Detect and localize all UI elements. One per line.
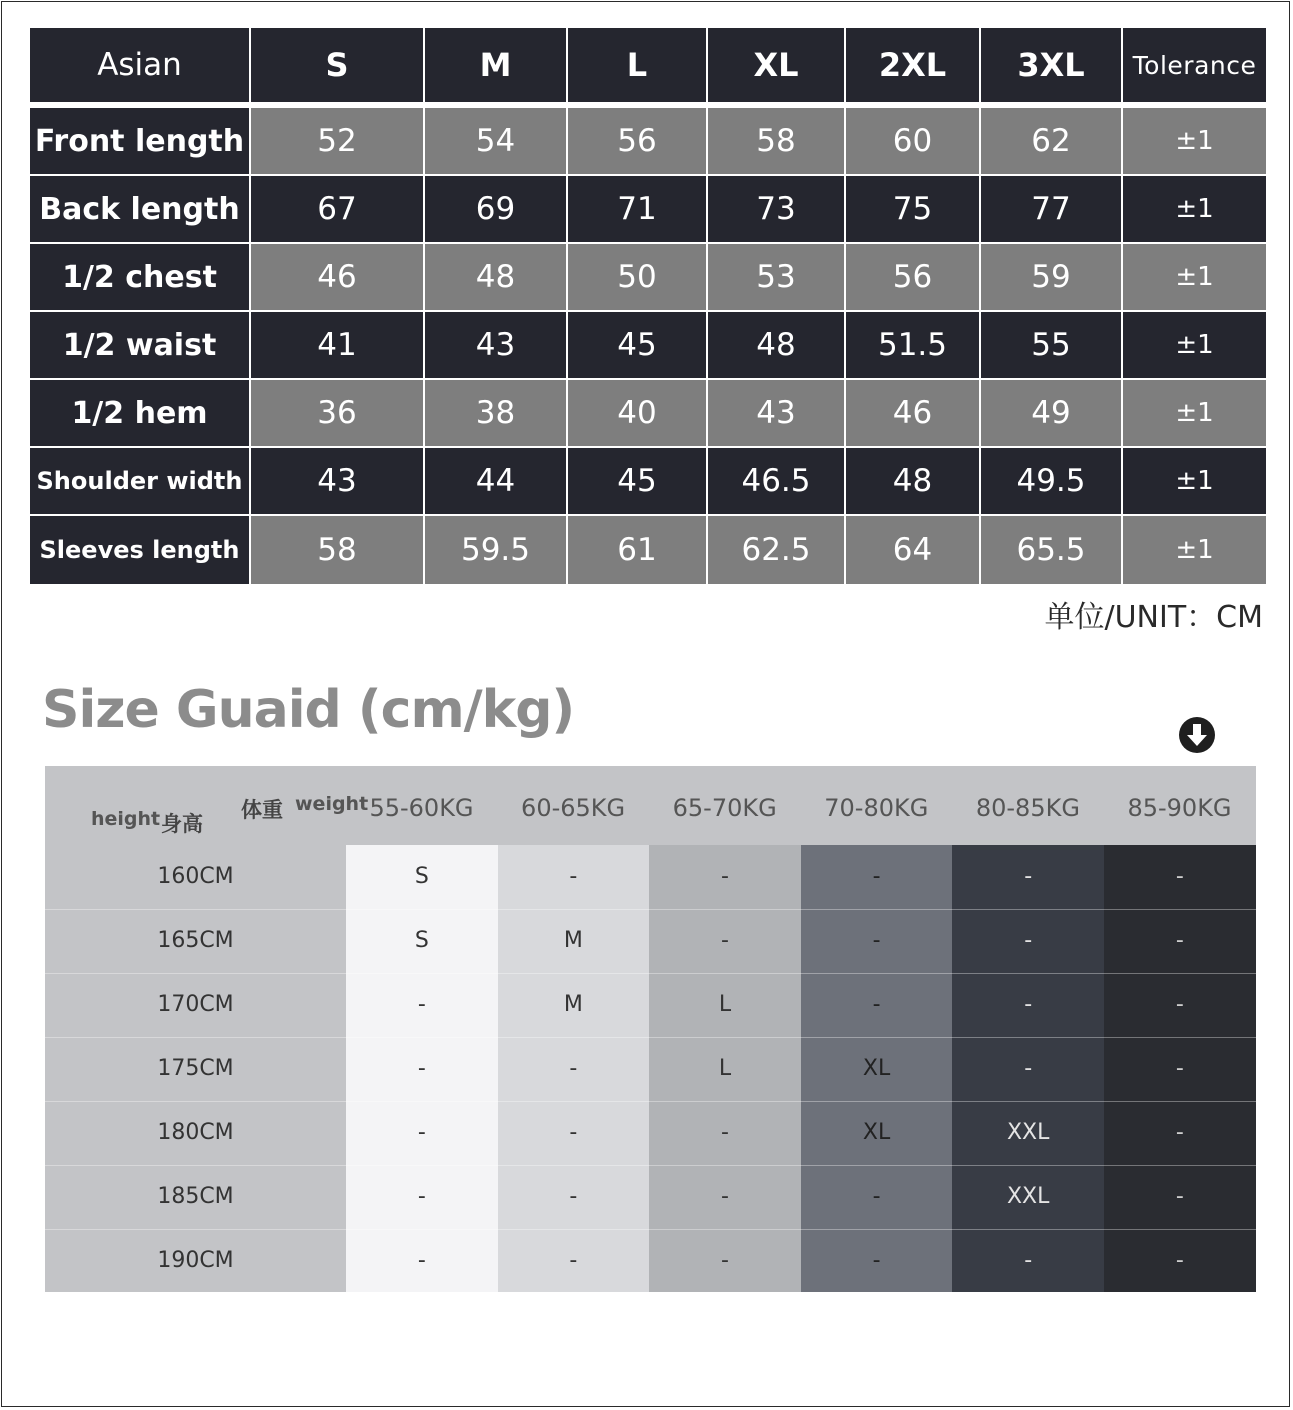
table-cell: 41 [251,312,425,380]
row-divider [45,973,1256,974]
height-cell: 170CM [157,992,234,1017]
weight-column [1104,845,1256,1292]
size-cell: - [569,1056,578,1081]
tolerance-cell: ±1 [1123,448,1266,516]
size-cell: - [417,1056,426,1081]
row-label: Shoulder width [30,448,251,516]
size-cell: - [569,1120,578,1145]
size-cell: XXL [1006,1120,1050,1145]
table-cell: 71 [568,176,708,244]
weight-label-cn: 体重 [241,798,283,822]
size-cell: - [721,864,729,889]
table-row [30,108,1266,176]
table-row [30,176,1266,244]
tolerance-cell: ±1 [1123,176,1266,244]
size-cell: - [1175,864,1184,889]
size-guide-table [45,766,1256,1292]
size-cell: - [872,864,881,889]
table-cell: 62.5 [708,516,846,584]
table-cell: 56 [846,244,981,312]
tolerance-cell: ±1 [1123,108,1266,176]
row-label: 1/2 chest [30,244,251,312]
table-cell: 46 [251,244,425,312]
tolerance-cell: ±1 [1123,380,1266,448]
table-cell: 46 [846,380,981,448]
weight-header: 55-60KG [369,794,474,822]
size-cell: - [417,1120,426,1145]
table-cell: 56 [568,108,708,176]
header-cell: 2XL [846,28,981,108]
row-label: Front length [30,108,251,176]
size-cell: - [569,1248,578,1273]
header-cell: XL [708,28,846,108]
table-cell: 48 [846,448,981,516]
size-guide-title: Size Guaid (cm/kg) [42,680,575,740]
table-row [30,516,1266,584]
size-cell: - [721,1184,729,1209]
table-cell: 45 [568,448,708,516]
size-cell: XL [862,1056,891,1081]
size-cell: - [569,1184,578,1209]
size-cell: L [718,992,732,1017]
weight-header: 60-65KG [521,794,626,822]
size-cell: S [414,864,429,889]
row-label: Sleeves length [30,516,251,584]
table-cell: 49 [981,380,1123,448]
table-cell: 43 [425,312,568,380]
table-cell: 61 [568,516,708,584]
size-cell: - [1175,992,1184,1017]
size-cell: - [417,992,426,1017]
table-cell: 44 [425,448,568,516]
row-divider [45,1229,1256,1230]
row-label: 1/2 waist [30,312,251,380]
size-cell: - [1175,1056,1184,1081]
table-cell: 50 [568,244,708,312]
table-row [30,244,1266,312]
height-cell: 180CM [157,1120,234,1145]
size-cell: - [1175,928,1184,953]
size-cell: S [414,928,429,953]
table-cell: 48 [425,244,568,312]
table-cell: 45 [568,312,708,380]
size-cell: - [872,1184,881,1209]
weight-column [649,845,801,1292]
row-divider [45,909,1256,910]
size-cell: XL [862,1120,891,1145]
tolerance-cell: ±1 [1123,312,1266,380]
weight-header: 70-80KG [824,794,929,822]
table-cell: 65.5 [981,516,1123,584]
row-divider [45,1037,1256,1038]
height-cell: 175CM [157,1056,234,1081]
table-cell: 60 [846,108,981,176]
header-cell: Asian [30,28,251,108]
weight-column [801,845,953,1292]
table-cell: 69 [425,176,568,244]
weight-header: 80-85KG [975,794,1080,822]
size-cell: - [1024,928,1033,953]
table-cell: 51.5 [846,312,981,380]
size-cell: - [1024,864,1033,889]
table-cell: 52 [251,108,425,176]
table-row [30,312,1266,380]
table-cell: 55 [981,312,1123,380]
table-cell: 53 [708,244,846,312]
height-column [45,845,346,1292]
height-cell: 165CM [157,928,234,953]
table-header-row [30,28,1266,108]
weight-header: 85-90KG [1127,794,1232,822]
header-cell: M [425,28,568,108]
size-cell: - [569,864,578,889]
header-cell: L [568,28,708,108]
size-cell: - [872,1248,881,1273]
size-cell: M [563,992,583,1017]
table-cell: 46.5 [708,448,846,516]
table-cell: 77 [981,176,1123,244]
height-label: height [91,808,161,830]
table-cell: 38 [425,380,568,448]
height-cell: 190CM [157,1248,234,1273]
weight-header: 65-70KG [672,794,777,822]
size-cell: XXL [1006,1184,1050,1209]
header-cell: S [251,28,425,108]
height-cell: 160CM [157,864,234,889]
measurement-table [30,28,1266,584]
size-cell: - [417,1184,426,1209]
tolerance-cell: ±1 [1123,516,1266,584]
table-cell: 43 [708,380,846,448]
table-cell: 64 [846,516,981,584]
weight-column [952,845,1104,1292]
table-cell: 73 [708,176,846,244]
size-cell: L [718,1056,732,1081]
row-divider [45,1101,1256,1102]
size-cell: - [1175,1248,1184,1273]
height-label-cn: 身高 [161,812,203,836]
table-cell: 48 [708,312,846,380]
size-cell: - [1175,1184,1184,1209]
weight-label: weight [295,793,369,815]
table-cell: 62 [981,108,1123,176]
table-cell: 67 [251,176,425,244]
weight-column [498,845,650,1292]
arrow-down-circle-icon [1178,716,1216,754]
header-cell: Tolerance [1123,28,1266,108]
table-cell: 43 [251,448,425,516]
size-cell: - [872,928,881,953]
tolerance-cell: ±1 [1123,244,1266,312]
row-label: Back length [30,176,251,244]
header-cell: 3XL [981,28,1123,108]
size-cell: - [1024,1248,1033,1273]
table-cell: 49.5 [981,448,1123,516]
size-guide-header [45,766,1256,845]
size-cell: - [721,1248,729,1273]
table-cell: 59.5 [425,516,568,584]
table-cell: 40 [568,380,708,448]
size-cell: - [872,992,881,1017]
table-row [30,448,1266,516]
row-label: 1/2 hem [30,380,251,448]
table-cell: 59 [981,244,1123,312]
size-cell: M [563,928,583,953]
height-cell: 185CM [157,1184,234,1209]
size-cell: - [417,1248,426,1273]
table-cell: 36 [251,380,425,448]
size-cell: - [1024,1056,1033,1081]
size-cell: - [721,928,729,953]
table-cell: 58 [708,108,846,176]
row-divider [45,1165,1256,1166]
table-cell: 75 [846,176,981,244]
unit-note: 单位/UNIT：CM [1044,600,1263,635]
table-row [30,380,1266,448]
weight-column [346,845,498,1292]
size-cell: - [721,1120,729,1145]
table-cell: 54 [425,108,568,176]
table-cell: 58 [251,516,425,584]
size-cell: - [1175,1120,1184,1145]
size-cell: - [1024,992,1033,1017]
